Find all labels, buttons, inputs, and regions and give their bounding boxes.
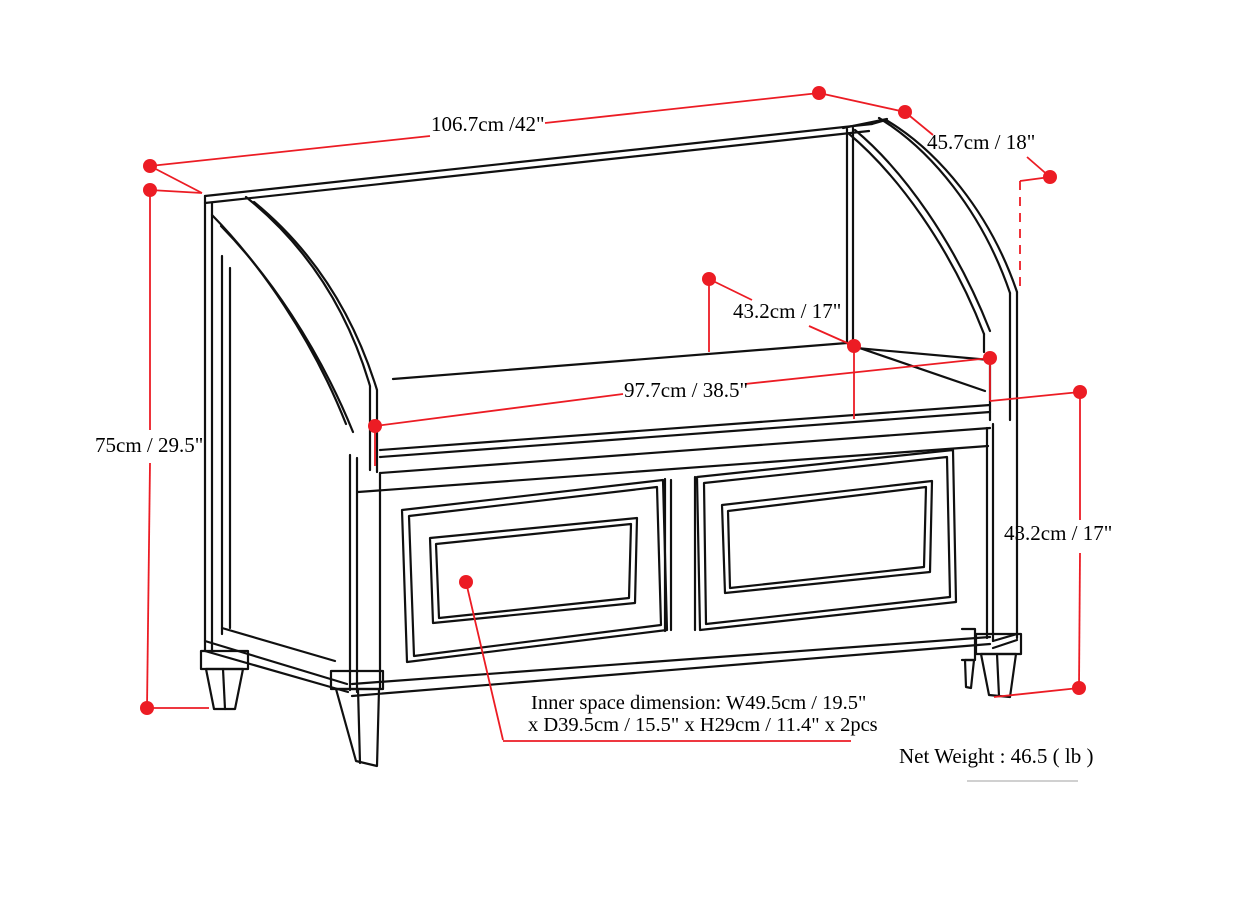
label-seat-width: 97.7cm / 38.5" xyxy=(624,378,749,402)
label-overall-depth: 45.7cm / 18" xyxy=(927,130,1036,154)
label-backrest-height: 43.2cm / 17" xyxy=(733,299,842,323)
bench-line-art xyxy=(201,118,1021,766)
label-inner-space-line2: x D39.5cm / 15.5" x H29cm / 11.4" x 2pcs xyxy=(528,714,878,736)
dimension-dots xyxy=(140,86,1087,715)
dimension-overall-width xyxy=(150,93,819,193)
label-inner-space-line1: Inner space dimension: W49.5cm / 19.5" xyxy=(531,692,867,714)
label-overall-width: 106.7cm /42" xyxy=(431,112,545,136)
label-seat-height: 43.2cm / 17" xyxy=(1004,521,1113,545)
label-net-weight: Net Weight : 46.5 ( lb ) xyxy=(899,744,1094,768)
label-overall-height: 75cm / 29.5" xyxy=(95,433,204,457)
